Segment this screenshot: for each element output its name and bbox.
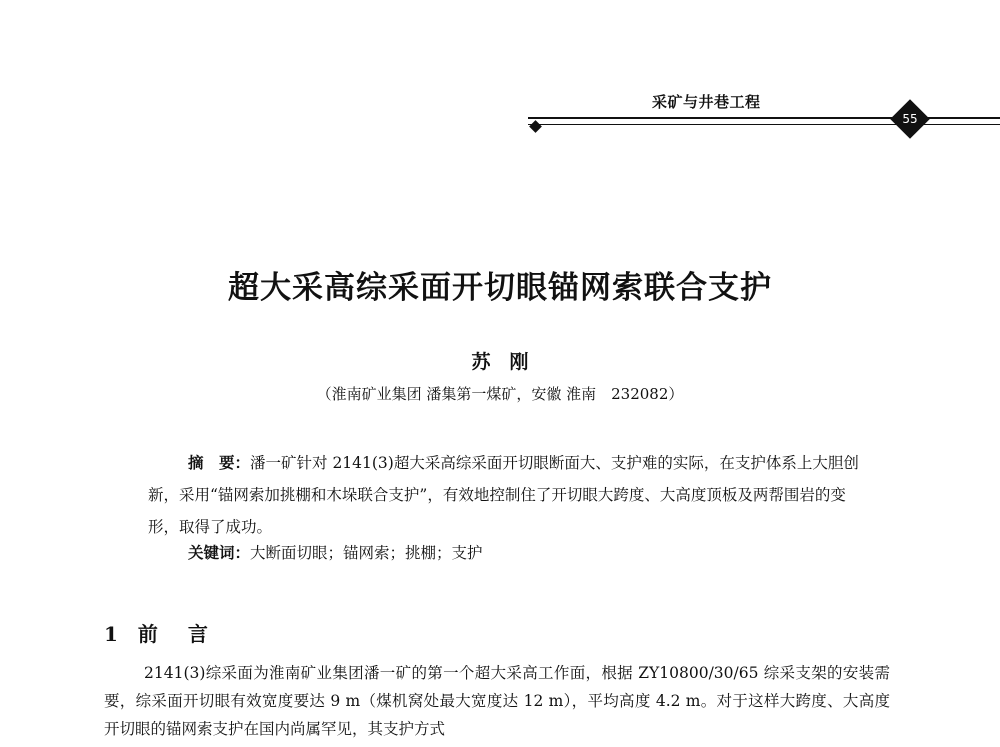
author-affiliation: （淮南矿业集团 潘集第一煤矿，安徽 淮南 232082）	[316, 385, 684, 403]
body-paragraph: 2141(3)综采面为淮南矿业集团潘一矿的第一个超大采高工作面，根据 ZY10800/30/65 综采支架的安装需要，综采面开切眼有效宽度要达 9 m（煤机窝处最大宽度达 12 m），平均高度 4.2 m。对于这样大跨度、大高度开切眼的锚网索支护在国内尚属罕见，其支护方式	[104, 664, 890, 738]
abstract-label: 摘 要：	[188, 454, 251, 472]
section-number: 1	[104, 622, 118, 646]
abstract	[148, 447, 863, 543]
running-header-section: 采矿与井巷工程	[652, 93, 761, 111]
keywords	[188, 541, 483, 563]
abstract-text: 潘一矿针对 2141(3)超大采高综采面开切眼断面大、支护难的实际，在支护体系上大胆创新，采用“锚网索加挑棚和木垛联合支护”，有效地控制住了开切眼大跨度、大高度顶板及两帮围岩的变形，取得了成功。	[148, 454, 859, 536]
author-name: 苏 刚	[471, 351, 529, 373]
section-title: 前言	[137, 622, 238, 646]
keywords-text: 大断面切眼；锚网索；挑棚；支护	[250, 544, 483, 562]
header-rule-thin	[528, 124, 1000, 125]
section-heading	[104, 618, 238, 647]
paper-title: 超大采高综采面开切眼锚网索联合支护	[228, 270, 772, 306]
diamond-ornament-icon	[529, 120, 542, 133]
keywords-label: 关键词：	[188, 544, 251, 562]
page-number: 55	[902, 112, 918, 126]
